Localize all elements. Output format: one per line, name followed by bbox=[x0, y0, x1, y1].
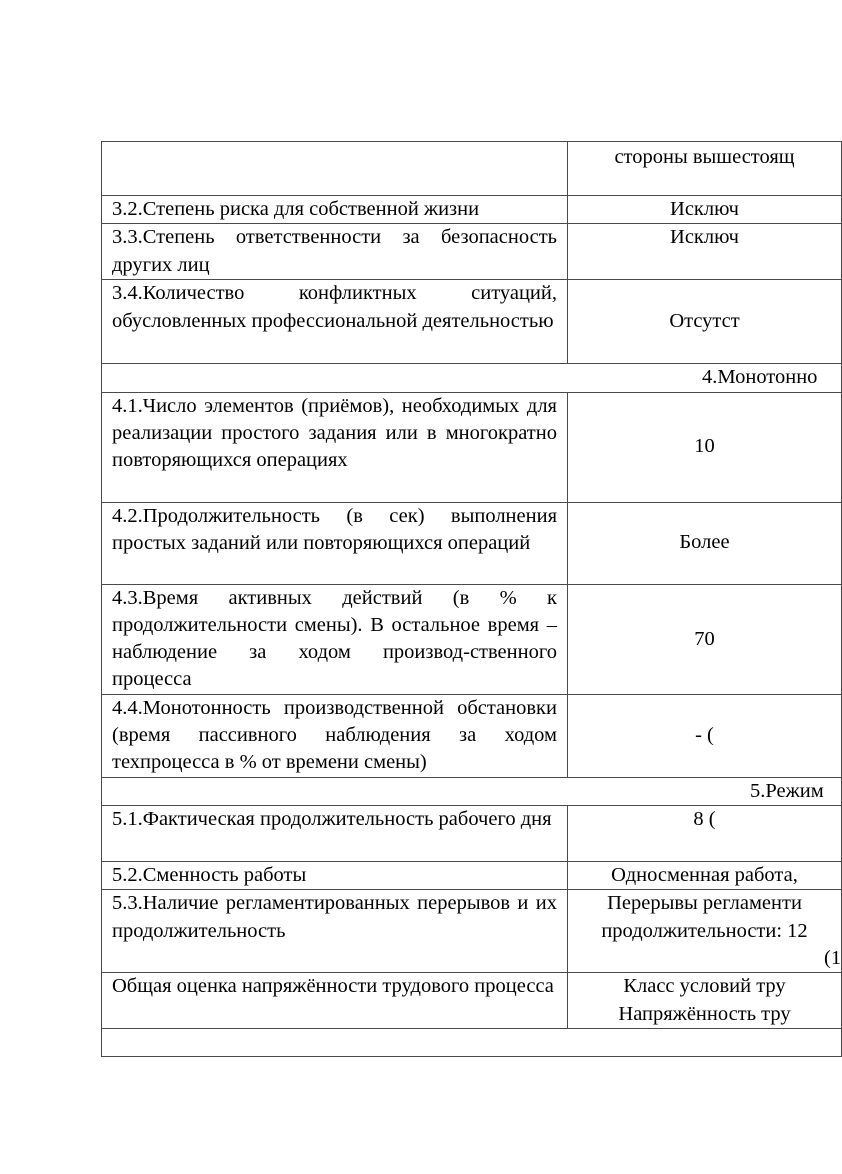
table-row bbox=[102, 224, 842, 280]
row-label: 4.4.Монотонность производственной обстановки (время пассивного наблюдения за ходом техпроцесса в % от времени смены) bbox=[102, 694, 568, 777]
section-title: 5.Режим bbox=[102, 777, 842, 805]
table-row bbox=[102, 280, 842, 364]
row-value bbox=[568, 973, 842, 1029]
row-value-line: Класс условий тру bbox=[623, 975, 786, 998]
row-value-line: (1 bbox=[824, 946, 842, 969]
row-value: Отсутст bbox=[568, 280, 842, 364]
table-row bbox=[102, 502, 842, 584]
table-row bbox=[102, 694, 842, 777]
row-value: 8 ( bbox=[568, 806, 842, 862]
section-row bbox=[102, 777, 842, 805]
row-label: 3.4.Количество конфликтных ситуаций, обусловленных профессиональной деятельностью bbox=[102, 280, 568, 364]
row-value-line: Напряжённость тру bbox=[618, 1002, 791, 1025]
row-label: 3.2.Степень риска для собственной жизни bbox=[102, 196, 568, 224]
table-row bbox=[102, 196, 842, 224]
row-label: 4.2.Продолжительность (в сек) выполнения простых заданий или повторяющихся операций bbox=[102, 502, 568, 584]
row-value: 10 bbox=[568, 392, 842, 502]
row-value: 70 bbox=[568, 584, 842, 694]
table-row bbox=[102, 862, 842, 890]
row-value: Исключ bbox=[568, 224, 842, 280]
row-label: 5.2.Сменность работы bbox=[102, 862, 568, 890]
row-value-line: Перерывы регламенти bbox=[607, 892, 802, 915]
empty-cell bbox=[102, 1029, 842, 1057]
row-value: стороны вышестоящ bbox=[568, 142, 842, 196]
row-label: 4.3.Время активных действий (в % к продолжительности смены). В остальное время – наблюдение за ходом производ-ственного процесса bbox=[102, 584, 568, 694]
row-value: Односменная работа, bbox=[568, 862, 842, 890]
table-row bbox=[102, 584, 842, 694]
row-label: Общая оценка напряжённости трудового процесса bbox=[102, 973, 568, 1029]
row-label bbox=[102, 142, 568, 196]
section-row bbox=[102, 364, 842, 392]
row-value: - ( bbox=[568, 694, 842, 777]
row-label: 5.1.Фактическая продолжительность рабочего дня bbox=[102, 806, 568, 862]
row-label: 3.3.Степень ответственности за безопасность других лиц bbox=[102, 224, 568, 280]
row-label: 4.1.Число элементов (приёмов), необходимых для реализации простого задания или в многократно повторяющихся операциях bbox=[102, 392, 568, 502]
row-value: Исключ bbox=[568, 196, 842, 224]
document-table bbox=[101, 141, 842, 1057]
row-value-line: продолжительности: 12 bbox=[601, 919, 808, 942]
row-value: Более bbox=[568, 502, 842, 584]
empty-row bbox=[102, 1029, 842, 1057]
table-row bbox=[102, 142, 842, 196]
table-row bbox=[102, 890, 842, 973]
table-row bbox=[102, 973, 842, 1029]
row-value bbox=[568, 890, 842, 973]
section-title: 4.Монотонно bbox=[102, 364, 842, 392]
row-label: 5.3.Наличие регламентированных перерывов и их продолжительность bbox=[102, 890, 568, 973]
table-row bbox=[102, 806, 842, 862]
table-row bbox=[102, 392, 842, 502]
